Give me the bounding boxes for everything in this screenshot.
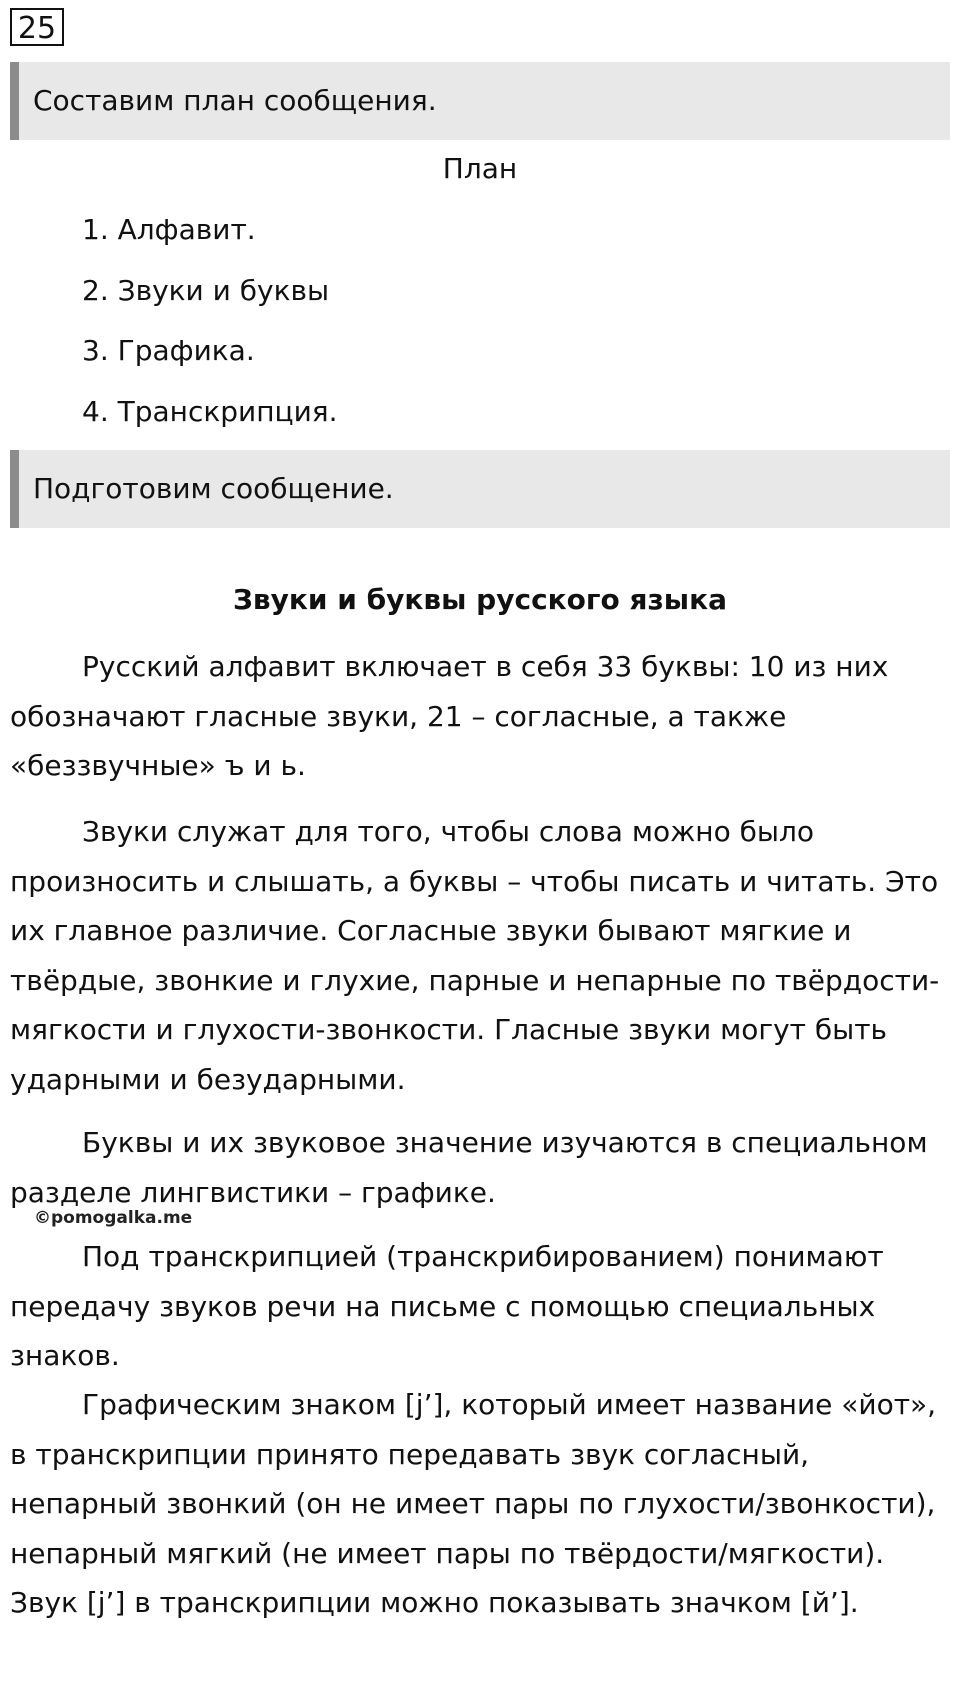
plan-item: 4. Транскрипция. [82,395,338,428]
article-paragraph: Под транскрипцией (транскрибированием) понимают передачу звуков речи на письме с помощью специальных знаков. [10,1240,884,1372]
plan-item: 3. Графика. [82,334,255,367]
article-paragraph: Русский алфавит включает в себя 33 буквы: 10 из них обозначают гласные звуки, 21 – согласные, а также «беззвучные» ъ и ь. [10,650,889,782]
section-heading-plan: Составим план сообщения. [10,62,950,140]
plan-item: 1. Алфавит. [82,213,256,246]
article-paragraph: Графическим знаком [j’], который имеет название «йот», в транскрипции принято передавать звук согласный, непарный звонкий (он не имеет пары по глухости/звонкости), непарный мягкий (не имеет пары по твёрдости/мягкости). Звук [j’] в транскрипции можно показывать значком [й’]. [10,1388,937,1619]
article-paragraph: Звуки служат для того, чтобы слова можно было произносить и слышать, а буквы – чтобы писать и читать. Это их главное различие. Согласные звуки бывают мягкие и твёрдые, звонкие и глухие, парные и непарные по твёрдости-мягкости и глухости-звонкости. Гласные звуки могут быть ударными и безударными. [10,815,940,1096]
section-heading-message: Подготовим сообщение. [10,450,950,528]
article-paragraph: Буквы и их звуковое значение изучаются в специальном разделе лингвистики – графике. [10,1126,928,1209]
watermark: ©pomogalka.me [34,1208,193,1228]
plan-item: 2. Звуки и буквы [82,274,330,307]
task-number-badge: 25 [10,8,64,46]
plan-heading: План [442,152,518,185]
article-title: Звуки и буквы русского языка [232,583,727,616]
